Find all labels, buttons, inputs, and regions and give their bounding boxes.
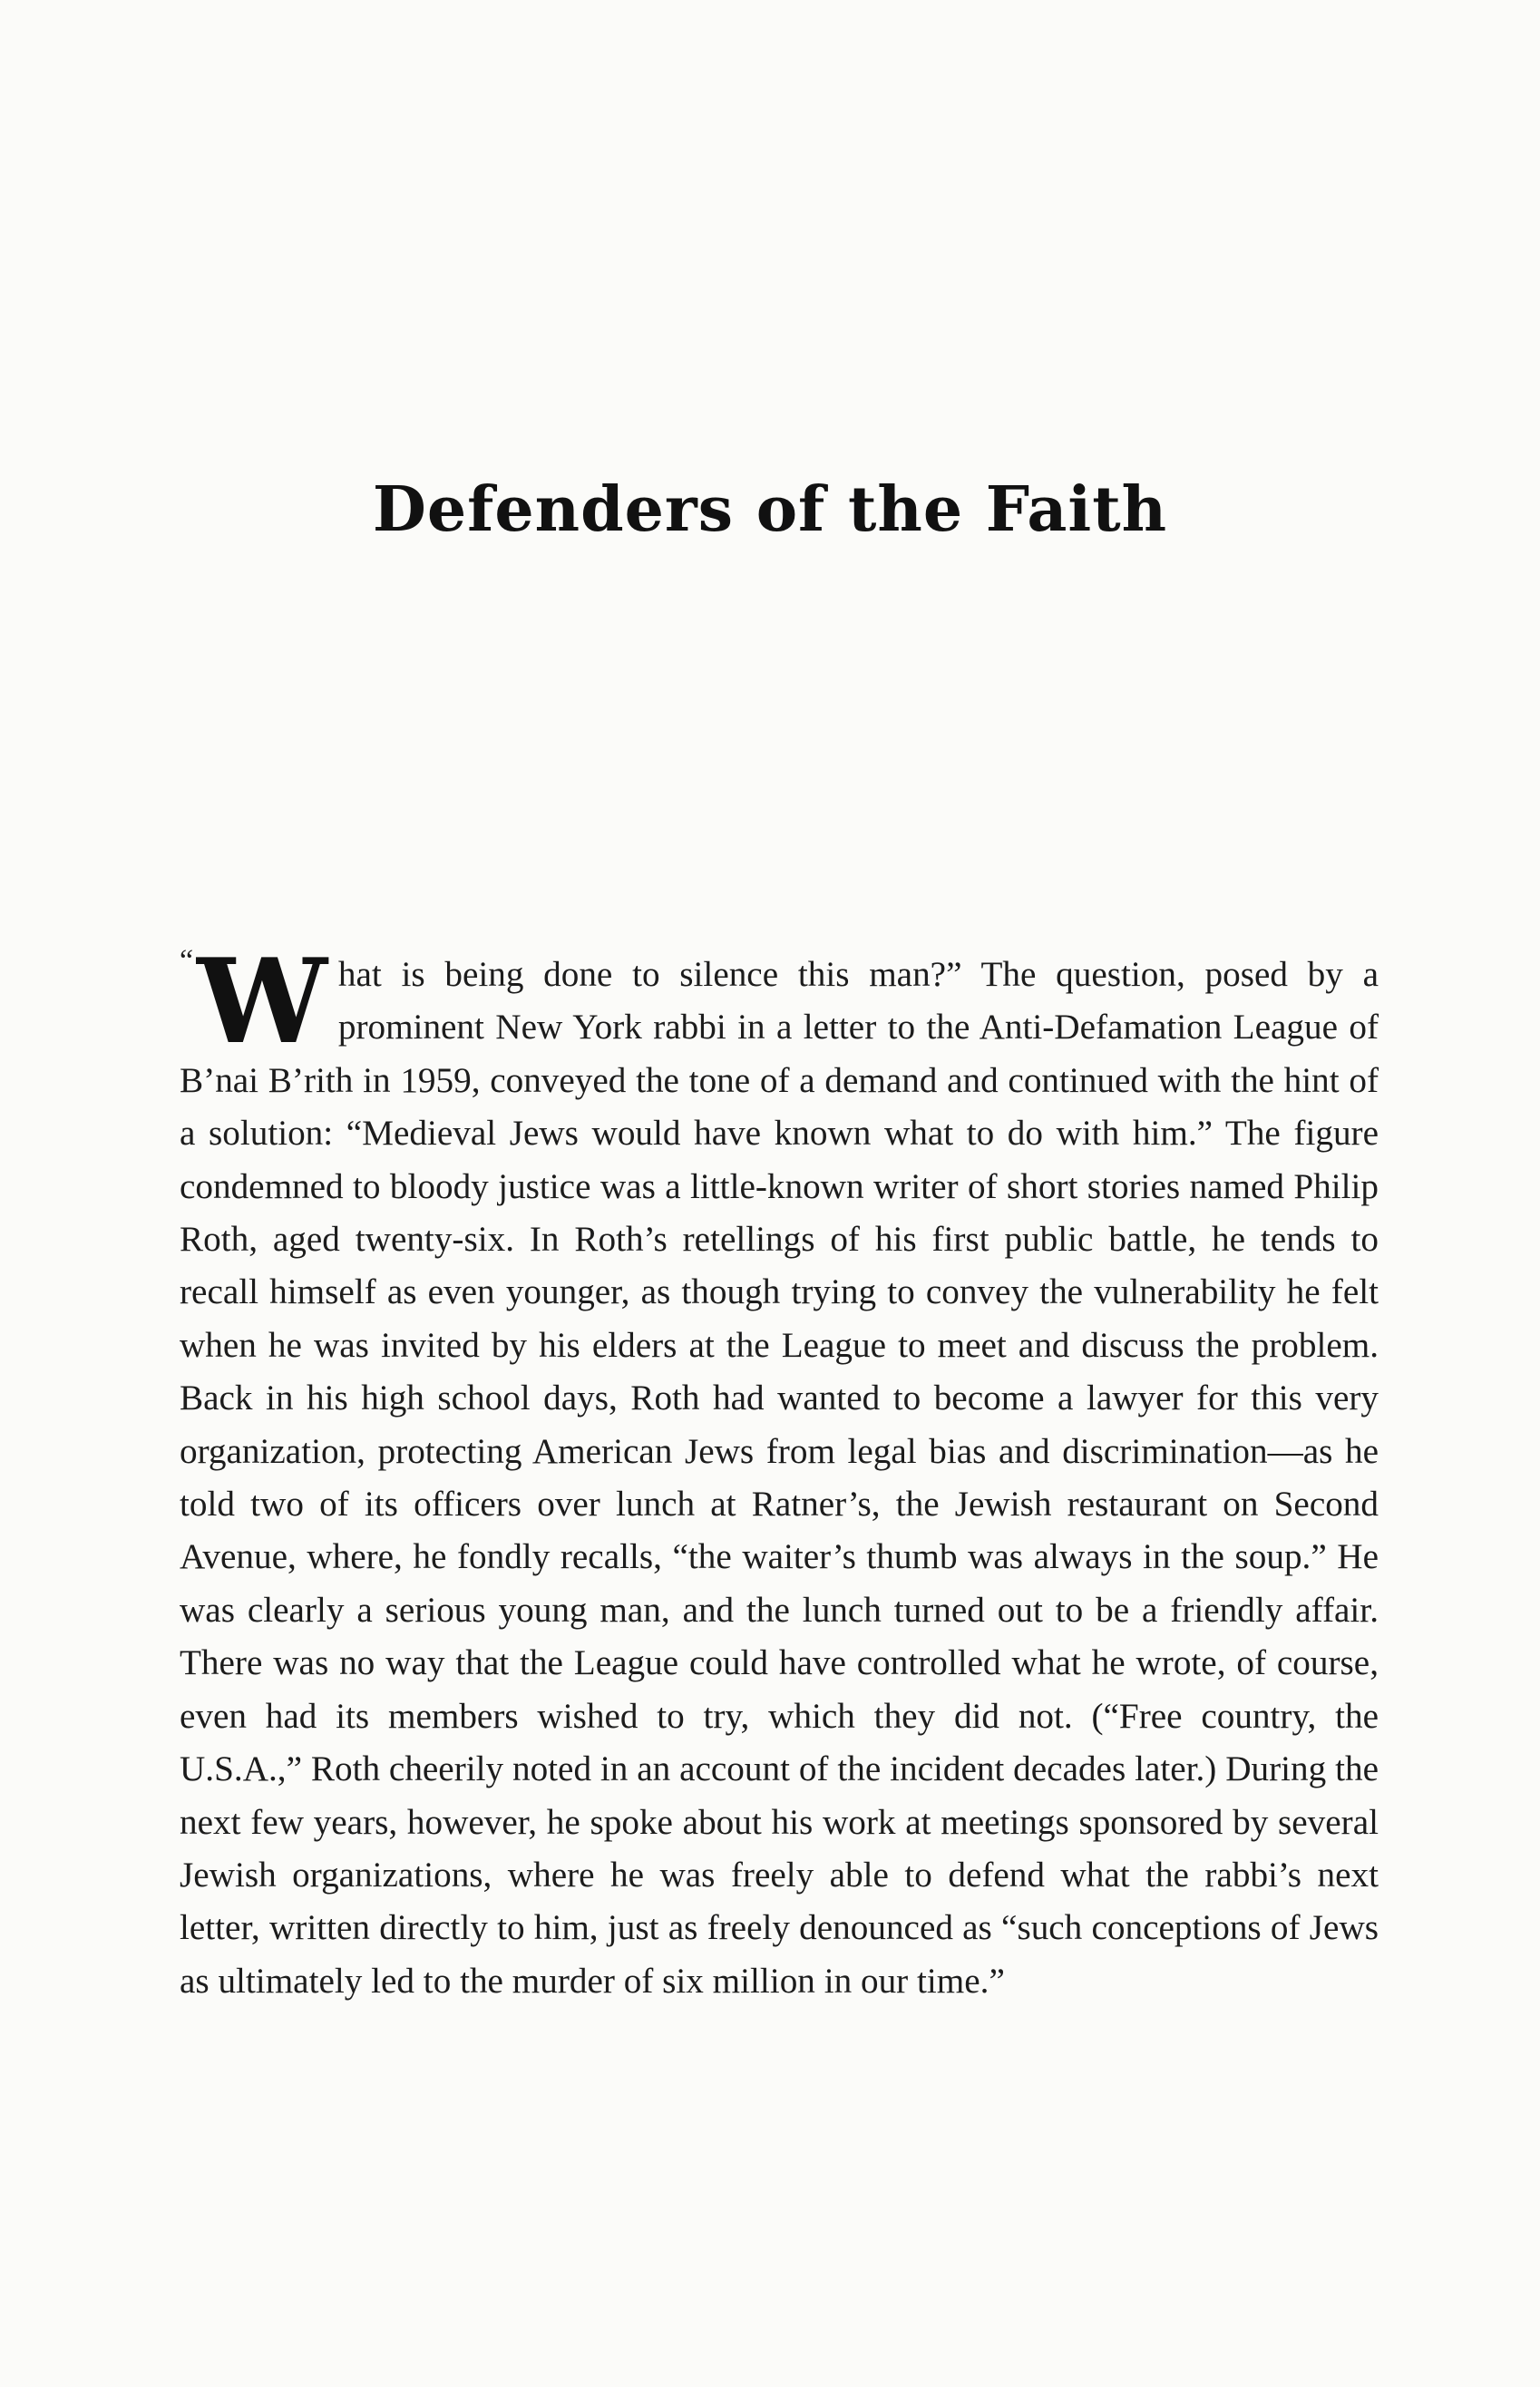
paragraph-text: hat is being done to silence this man?” The question, posed by a prominent New York rabbi in a letter to the Anti-Defamation League of B’nai B’rith in 1959, conveyed the tone of a demand and continued with the hint of a solution: “Medieval Jews would have known what to do with him.” The figure condemned to bloody justice was a little-known writer of short stories named Philip Roth, aged twenty-six. In Roth’s retellings of his first public battle, he tends to recall himself as even younger, as though trying to convey the vulnerability he felt when he was invited by his elders at the League to meet and discuss the problem. Back in his high school days, Roth had wanted to become a lawyer for this very organization, protecting American Jews from legal bias and discrimination—as he told two of its officers over lunch at Ratner’s, the Jewish restaurant on Second Avenue, where, he fondly recalls, “the waiter’s thumb was always in the soup.” He was clearly a serious young man, and the lunch turned out to be a friendly affair. There was no way that the League could have controlled what he wrote, of course, even had its members wished to try, which they did not. (“Free country, the U.S.A.,” Roth cheerily noted in an account of the incident decades later.) During the next few years, however, he spoke about his work at meetings sponsored by several Jewish organizations, where he was freely able to defend what the rabbi’s next letter, written directly to him, just as freely denounced as “such conceptions of Jews as ultimately led to the murder of six million in our time.”	[180, 955, 1379, 2001]
opening-quote-mark: “	[180, 944, 194, 978]
body-paragraph	[180, 934, 1379, 2008]
drop-cap-letter: W	[197, 934, 327, 1070]
chapter-title: Defenders of the Faith	[372, 473, 1168, 546]
